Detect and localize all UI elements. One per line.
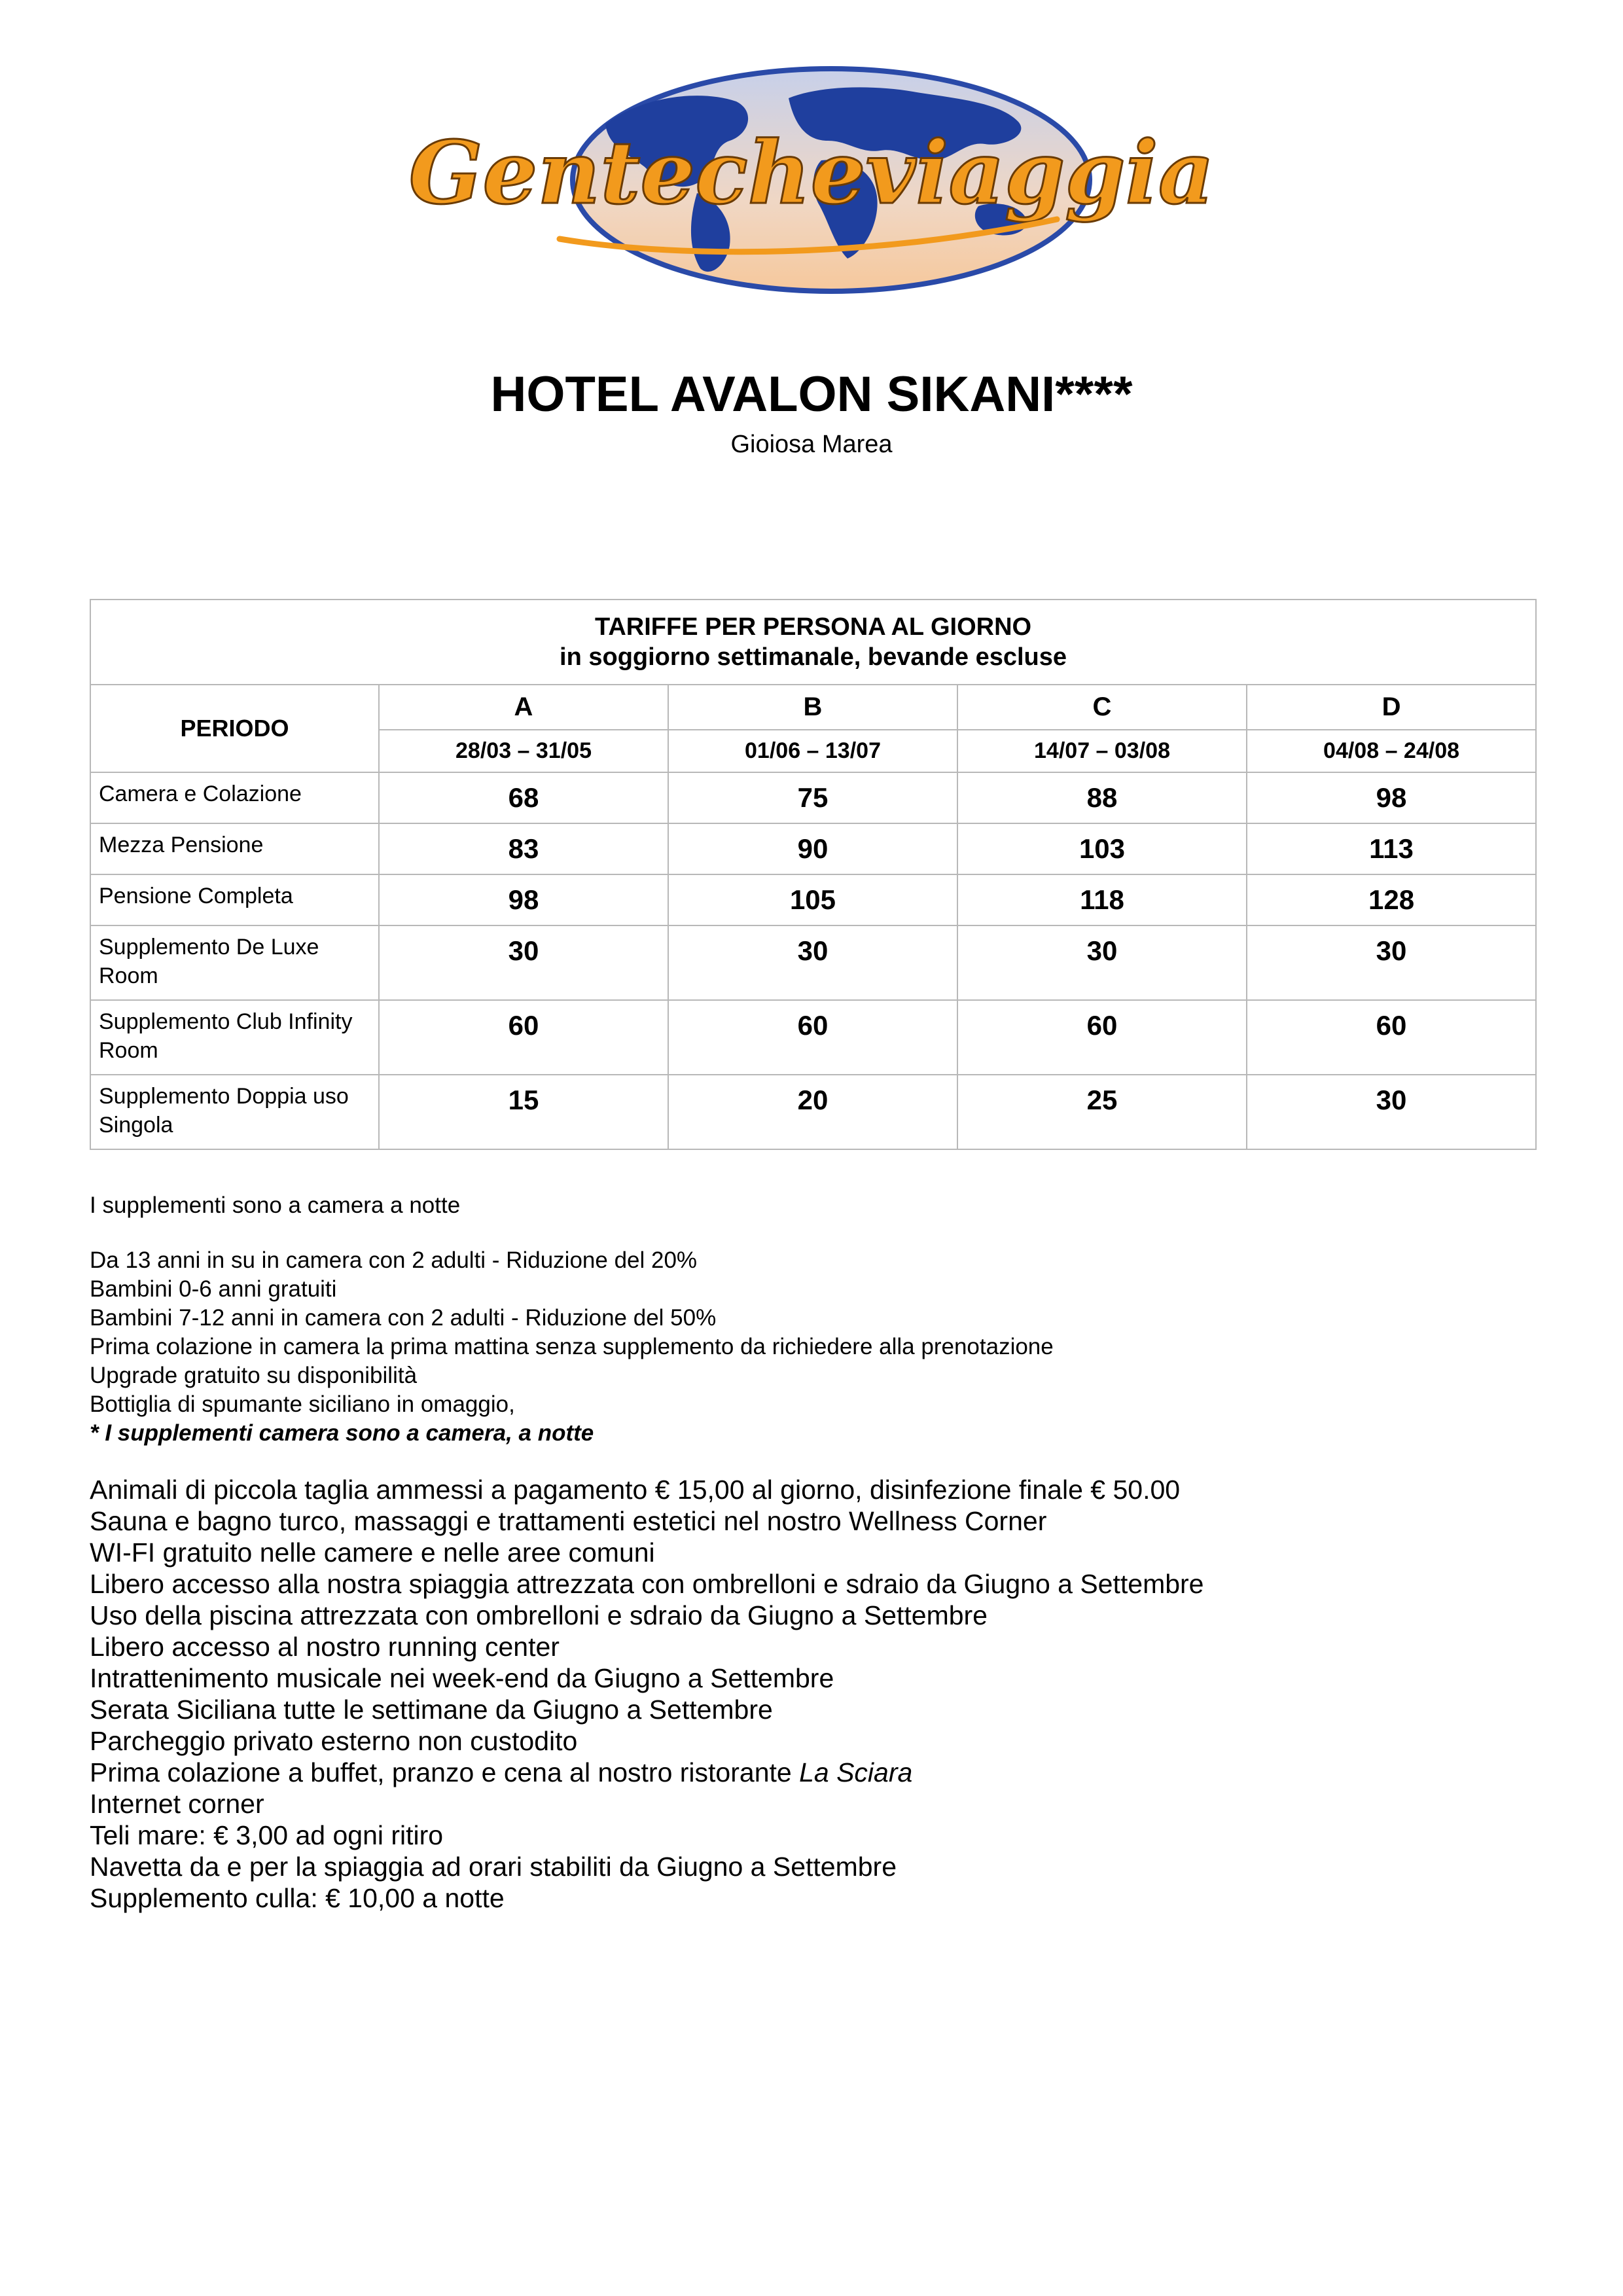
service-item: WI-FI gratuito nelle camere e nelle aree comuni — [90, 1537, 655, 1568]
column-letter: B — [668, 685, 957, 730]
column-letter: C — [957, 685, 1247, 730]
table-row — [90, 1075, 1536, 1149]
price-cell: 60 — [1247, 1000, 1536, 1075]
service-item: Uso della piscina attrezzata con ombrelloni e sdraio da Giugno a Settembre — [90, 1600, 988, 1630]
service-item: Supplemento culla: € 10,00 a notte — [90, 1883, 505, 1913]
row-label: Supplemento De Luxe Room — [90, 925, 379, 1000]
row-label: Mezza Pensione — [90, 823, 379, 874]
rates-table — [90, 599, 1537, 1150]
price-cell: 68 — [379, 772, 668, 823]
price-cell: 15 — [379, 1075, 668, 1149]
price-cell: 60 — [957, 1000, 1247, 1075]
notes-section — [90, 1191, 1529, 1448]
price-cell: 25 — [957, 1075, 1247, 1149]
price-cell: 20 — [668, 1075, 957, 1149]
service-item: Serata Siciliana tutte le settimane da Giugno a Settembre — [90, 1695, 773, 1725]
service-item: Navetta da e per la spiaggia ad orari stabiliti da Giugno a Settembre — [90, 1852, 897, 1882]
service-item: Parcheggio privato esterno non custodito — [90, 1726, 578, 1756]
services-list — [90, 1474, 1562, 1914]
note-line: Prima colazione in camera la prima mattina senza supplemento da richiedere alla prenotazione — [90, 1334, 1054, 1359]
price-cell: 90 — [668, 823, 957, 874]
price-cell: 60 — [668, 1000, 957, 1075]
note-line: Bottiglia di spumante siciliano in omaggio, — [90, 1391, 515, 1417]
notes-intro: I supplementi sono a camera a notte — [90, 1193, 461, 1218]
service-item: Animali di piccola taglia ammessi a pagamento € 15,00 al giorno, disinfezione finale € 50.00 — [90, 1475, 1181, 1505]
column-letter: A — [379, 685, 668, 730]
table-header-subtitle: in soggiorno settimanale, bevande escluse — [560, 643, 1067, 671]
note-line: Da 13 anni in su in camera con 2 adulti - Riduzione del 20% — [90, 1247, 698, 1273]
column-dates: 01/06 – 13/07 — [668, 730, 957, 772]
table-row — [90, 823, 1536, 874]
company-logo — [408, 62, 1215, 298]
price-cell: 30 — [379, 925, 668, 1000]
table-row — [90, 874, 1536, 925]
price-cell: 30 — [1247, 1075, 1536, 1149]
column-dates: 28/03 – 31/05 — [379, 730, 668, 772]
restaurant-name: La Sciara — [799, 1757, 913, 1787]
service-item: Intrattenimento musicale nei week-end da Giugno a Settembre — [90, 1663, 834, 1693]
logo-wordmark: Gentecheviaggia — [408, 122, 1215, 224]
page-subtitle: Gioiosa Marea — [730, 431, 893, 458]
price-cell: 118 — [957, 874, 1247, 925]
table-row — [90, 1000, 1536, 1075]
price-cell: 128 — [1247, 874, 1536, 925]
price-cell: 113 — [1247, 823, 1536, 874]
price-cell: 98 — [379, 874, 668, 925]
column-dates: 14/07 – 03/08 — [957, 730, 1247, 772]
column-letter: D — [1247, 685, 1536, 730]
note-line: Bambini 7-12 anni in camera con 2 adulti - Riduzione del 50% — [90, 1305, 717, 1331]
service-item: Teli mare: € 3,00 ad ogni ritiro — [90, 1820, 444, 1850]
supplement-note: * I supplementi camera sono a camera, a notte — [90, 1420, 594, 1446]
price-cell: 30 — [957, 925, 1247, 1000]
price-cell: 60 — [379, 1000, 668, 1075]
service-item: Libero accesso al nostro running center — [90, 1632, 560, 1662]
row-label: Pensione Completa — [90, 874, 379, 925]
note-line: Upgrade gratuito su disponibilità — [90, 1363, 418, 1388]
price-cell: 88 — [957, 772, 1247, 823]
service-item-text: Prima colazione a buffet, pranzo e cena al nostro ristorante — [90, 1757, 800, 1787]
page-title: HOTEL AVALON SIKANI**** — [490, 367, 1133, 422]
note-line: Bambini 0-6 anni gratuiti — [90, 1276, 337, 1302]
table-header-title: TARIFFE PER PERSONA AL GIORNO — [594, 613, 1032, 641]
row-label: Supplemento Doppia uso Singola — [90, 1075, 379, 1149]
row-label: Supplemento Club Infinity Room — [90, 1000, 379, 1075]
service-item: Internet corner — [90, 1789, 264, 1819]
price-cell: 30 — [1247, 925, 1536, 1000]
price-cell: 83 — [379, 823, 668, 874]
price-cell: 75 — [668, 772, 957, 823]
price-cell: 105 — [668, 874, 957, 925]
row-label: Camera e Colazione — [90, 772, 379, 823]
price-cell: 103 — [957, 823, 1247, 874]
service-item: Sauna e bagno turco, massaggi e trattamenti estetici nel nostro Wellness Corner — [90, 1506, 1047, 1536]
table-header — [90, 600, 1536, 685]
price-cell: 98 — [1247, 772, 1536, 823]
column-dates: 04/08 – 24/08 — [1247, 730, 1536, 772]
table-row — [90, 925, 1536, 1000]
service-item-restaurant — [90, 1757, 1562, 1788]
table-row — [90, 772, 1536, 823]
period-header: PERIODO — [90, 685, 379, 772]
price-cell: 30 — [668, 925, 957, 1000]
service-item: Libero accesso alla nostra spiaggia attrezzata con ombrelloni e sdraio da Giugno a Settembre — [90, 1569, 1204, 1599]
